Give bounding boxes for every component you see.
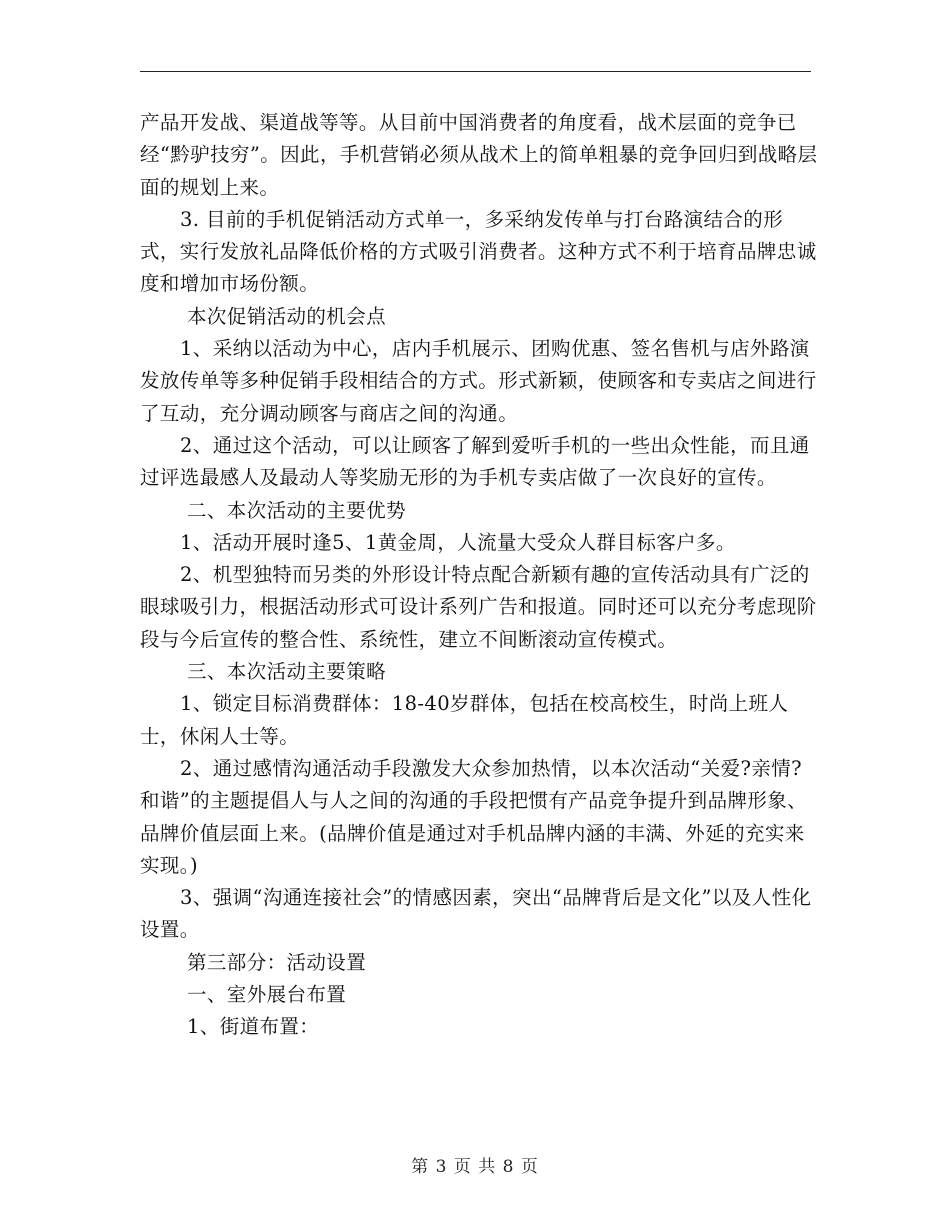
paragraph-strategy-intro: 产品开发战、渠道战等等。从目前中国消费者的角度看，战术层面的竞争已经“黔驴技穷”。因此，手机营销必须从战术上的简单粗暴的竞争回归到战略层面的规划上来。: [140, 111, 818, 199]
section-heading-advantages: 二、本次活动的主要优势: [187, 498, 406, 522]
paragraph-promo-method: 3. 目前的手机促销活动方式单一，多采纳发传单与打台路演结合的形式，实行发放礼品降低价格的方式吸引消费者。这种方式不利于培育品牌忠诚度和增加市场份额。: [140, 207, 817, 296]
section-heading-part-three: 第三部分：活动设置: [187, 950, 367, 974]
paragraph-strategy-1: 1、锁定目标消费群体：18-40岁群体，包括在校高校生，时尚上班人士，休闲人士等。: [140, 692, 789, 748]
page-footer: 第 3 页 共 8 页: [411, 1157, 539, 1177]
paragraph-advantage-1: 1、活动开展时逢5、1黄金周，人流量大受众人群目标客户多。: [180, 530, 736, 554]
document-body: [140, 107, 820, 1044]
section-heading-outdoor-booth: 一、室外展台布置: [187, 983, 347, 1007]
paragraph-strategy-3: 3、强调“沟通连接社会”的情感因素，突出“品牌背后是文化”以及人性化设置。: [140, 886, 812, 942]
header-rule: [140, 71, 811, 72]
paragraph-opportunity-1: 1、采纳以活动为中心，店内手机展示、团购优惠、签名售机与店外路演发放传单等多种促销手段相结合的方式。形式新颖，使顾客和专卖店之间进行了互动，充分调动顾客与商店之间的沟通。: [140, 337, 817, 425]
paragraph-strategy-2: 2、通过感情沟通活动手段激发大众参加热情，以本次活动“关爱?亲情?和谐”的主题提倡人与人之间的沟通的手段把惯有产品竞争提升到品牌形象、品牌价值层面上来。(品牌价值是通过对手机品牌内涵的丰满、外延的充实来实现。): [140, 756, 808, 877]
section-heading-opportunity: 本次促销活动的机会点: [187, 304, 387, 328]
section-heading-street-layout: 1、街道布置：: [187, 1015, 320, 1039]
paragraph-advantage-2: 2、机型独特而另类的外形设计特点配合新颖有趣的宣传活动具有广泛的眼球吸引力，根据活动形式可设计系列广告和报道。同时还可以充分考虑现阶段与今后宣传的整合性、系统性，建立不间断滚动宣传模式。: [140, 563, 817, 651]
section-heading-strategy: 三、本次活动主要策略: [187, 660, 387, 684]
paragraph-opportunity-2: 2、通过这个活动，可以让顾客了解到爱听手机的一些出众性能，而且通过评选最感人及最动人等奖励无形的为手机专卖店做了一次良好的宣传。: [140, 433, 810, 490]
